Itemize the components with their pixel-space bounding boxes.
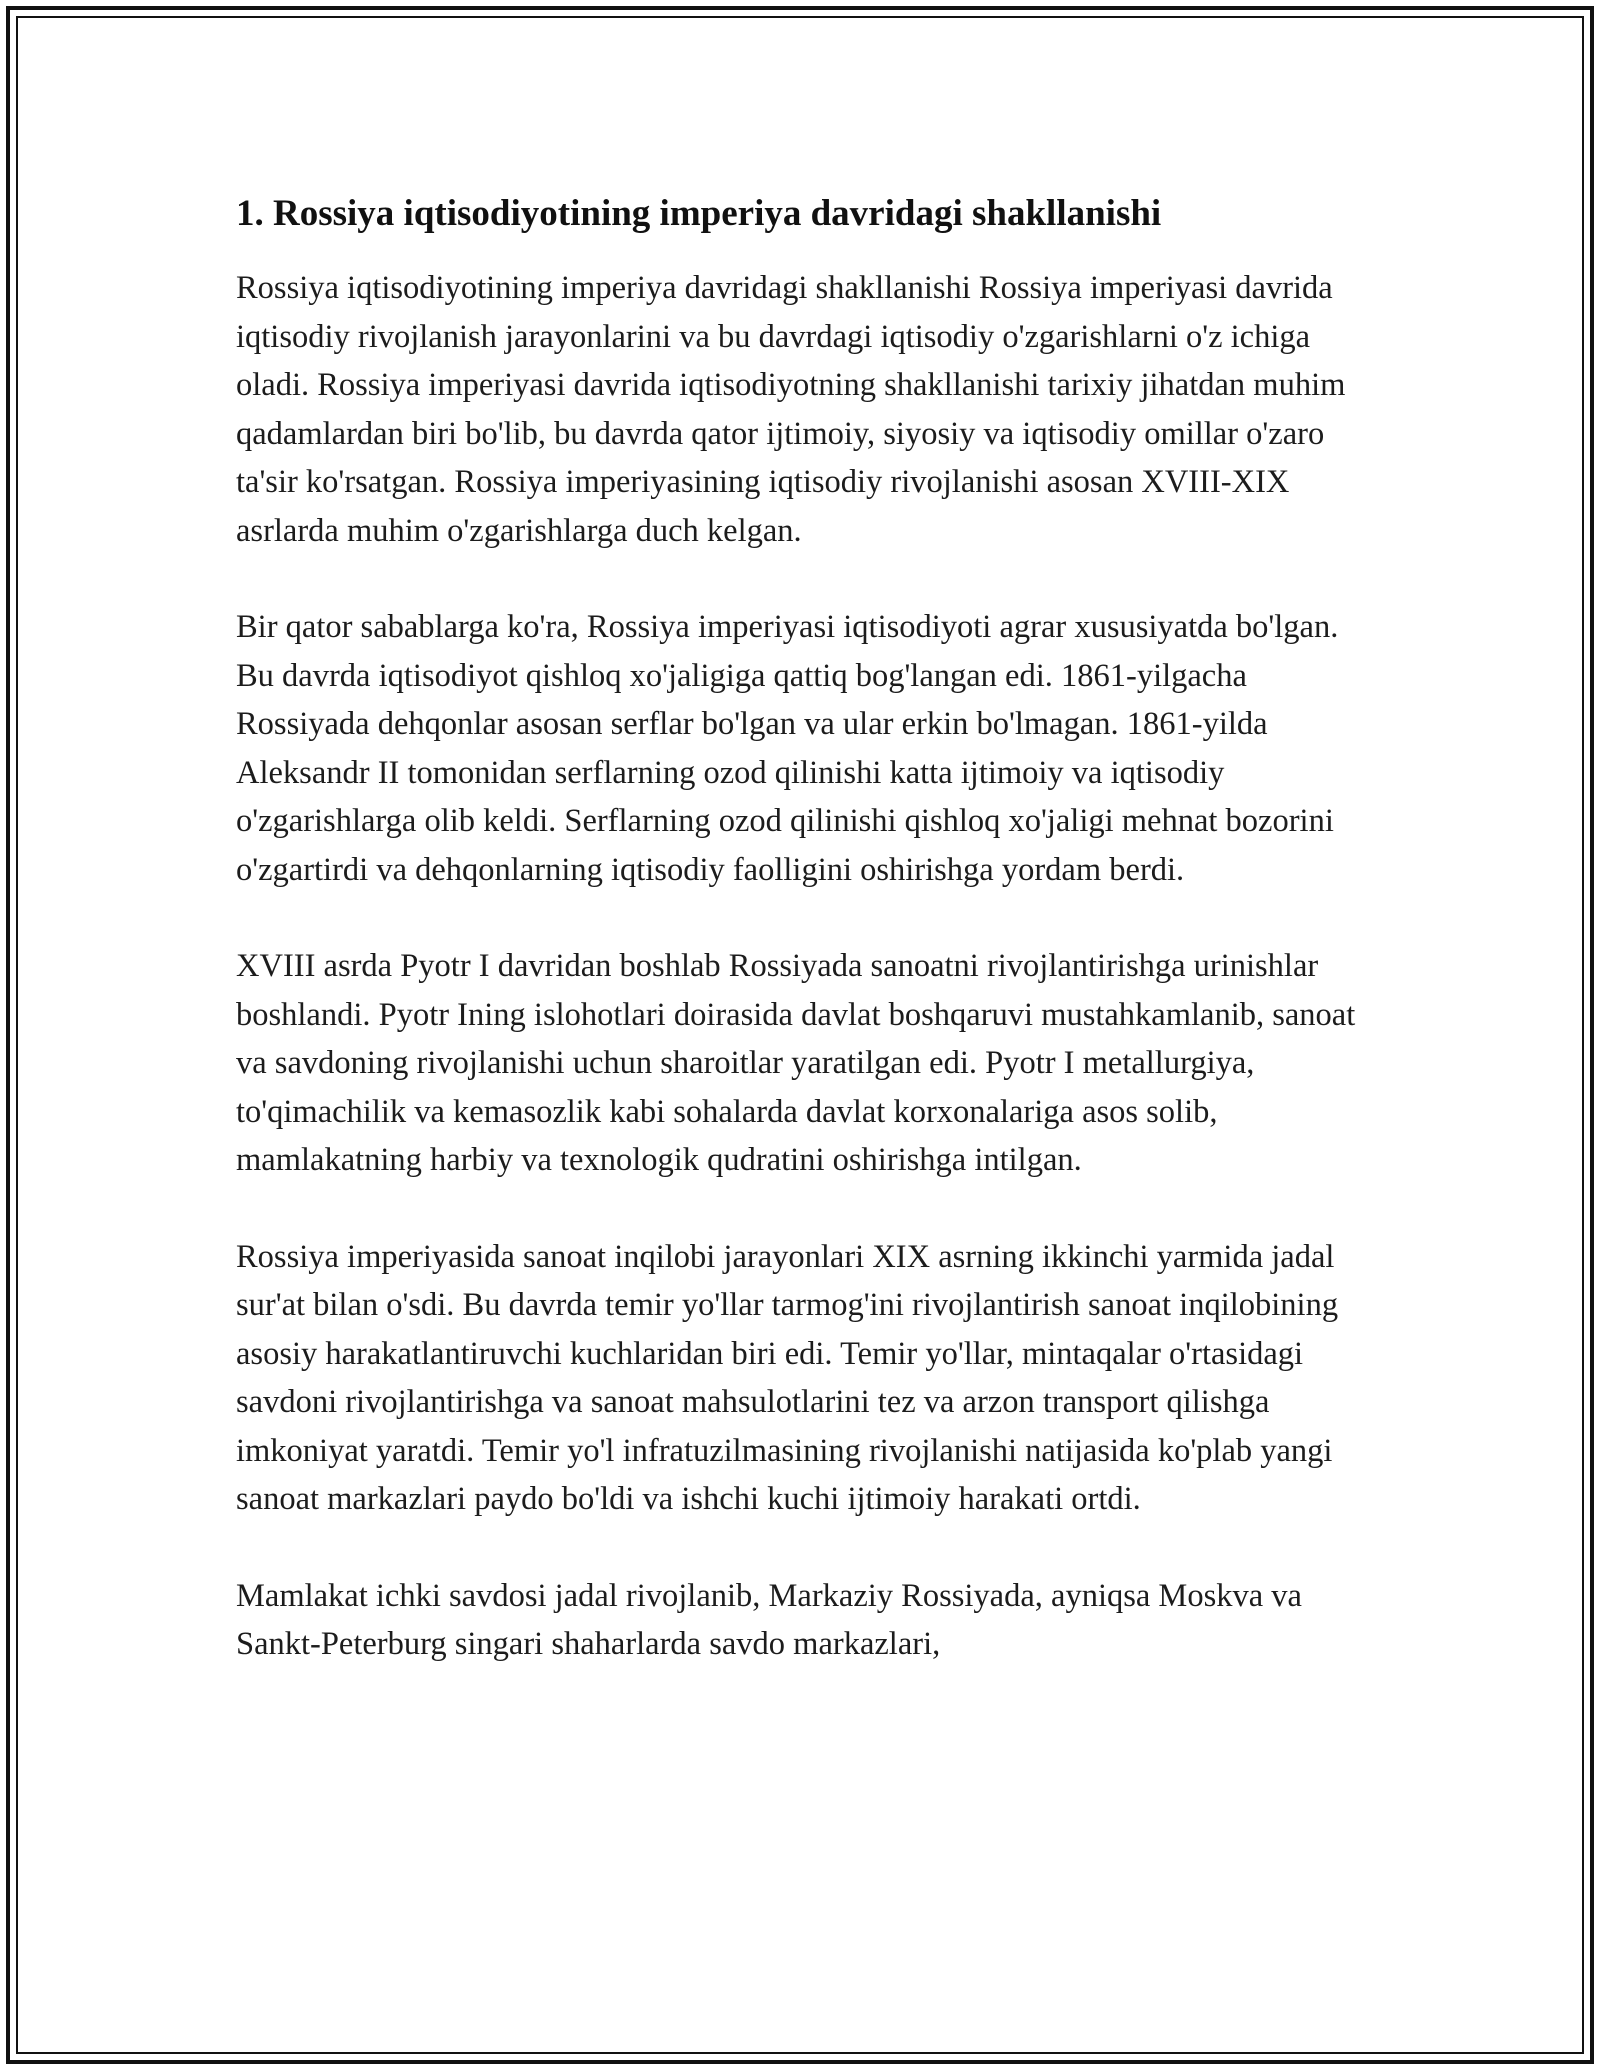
paragraph-4: Rossiya imperiyasida sanoat inqilobi jarayonlari XIX asrning ikkinchi yarmida jadal sur'at bilan o'sdi. Bu davrda temir yo'llar tarmog'ini rivojlantirish sanoat inqilobining asosiy harakatlantiruvchi kuchlaridan biri edi. Temir yo'llar, mintaqalar o'rtasidagi savdoni rivojlantirishga va sanoat mahsulotlarini tez va arzon transport qilishga imkoniyat yaratdi. Temir yo'l infratuzilmasining rivojlanishi natijasida ko'plab yangi sanoat markazlari paydo bo'ldi va ishchi kuchi ijtimoiy harakati ortdi. xyxy=(236,1238,1339,1517)
document-body xyxy=(236,188,1376,1717)
paragraph-3: XVIII asrda Pyotr I davridan boshlab Rossiyada sanoatni rivojlantirishga urinishlar boshlandi. Pyotr Ining islohotlari doirasida davlat boshqaruvi mustahkamlanib, sanoat va savdoning rivojlanishi uchun sharoitlar yaratilgan edi. Pyotr I metallurgiya, to'qimachilik va kemasozlik kabi sohalarda davlat korxonalariga asos solib, mamlakatning harbiy va texnologik qudratini oshirishga intilgan. xyxy=(236,948,1356,1178)
paragraph-1: Rossiya iqtisodiyotining imperiya davridagi shakllanishi Rossiya imperiyasi davrida iqtisodiy rivojlanish jarayonlarini va bu davrdagi iqtisodiy o'zgarishlarni o'z ichiga oladi. Rossiya imperiyasi davrida iqtisodiyotning shakllanishi tarixiy jihatdan muhim qadamlardan biri bo'lib, bu davrda qator ijtimoiy, siyosiy va iqtisodiy omillar o'zaro ta'sir ko'rsatgan. Rossiya imperiyasining iqtisodiy rivojlanishi asosan XVIII-XIX asrlarda muhim o'zgarishlarga duch kelgan. xyxy=(236,270,1346,549)
paragraph-2: Bir qator sabablarga ko'ra, Rossiya imperiyasi iqtisodiyoti agrar xususiyatda bo'lgan. Bu davrda iqtisodiyot qishloq xo'jaligiga qattiq bog'langan edi. 1861-yilgacha Rossiyada dehqonlar asosan serflar bo'lgan va ular erkin bo'lmagan. 1861-yilda Aleksandr II tomonidan serflarning ozod qilinishi katta ijtimoiy va iqtisodiy o'zgarishlarga olib keldi. Serflarning ozod qilinishi qishloq xo'jaligi mehnat bozorini o'zgartirdi va dehqonlarning iqtisodiy faolligini oshirishga yordam berdi. xyxy=(236,609,1339,888)
paragraph-5: Mamlakat ichki savdosi jadal rivojlanib, Markaziy Rossiyada, ayniqsa Moskva va Sankt-Peterburg singari shaharlarda savdo markazlari, xyxy=(236,1577,1302,1662)
section-heading: 1. Rossiya iqtisodiyotining imperiya davridagi shakllanishi xyxy=(236,193,1162,234)
